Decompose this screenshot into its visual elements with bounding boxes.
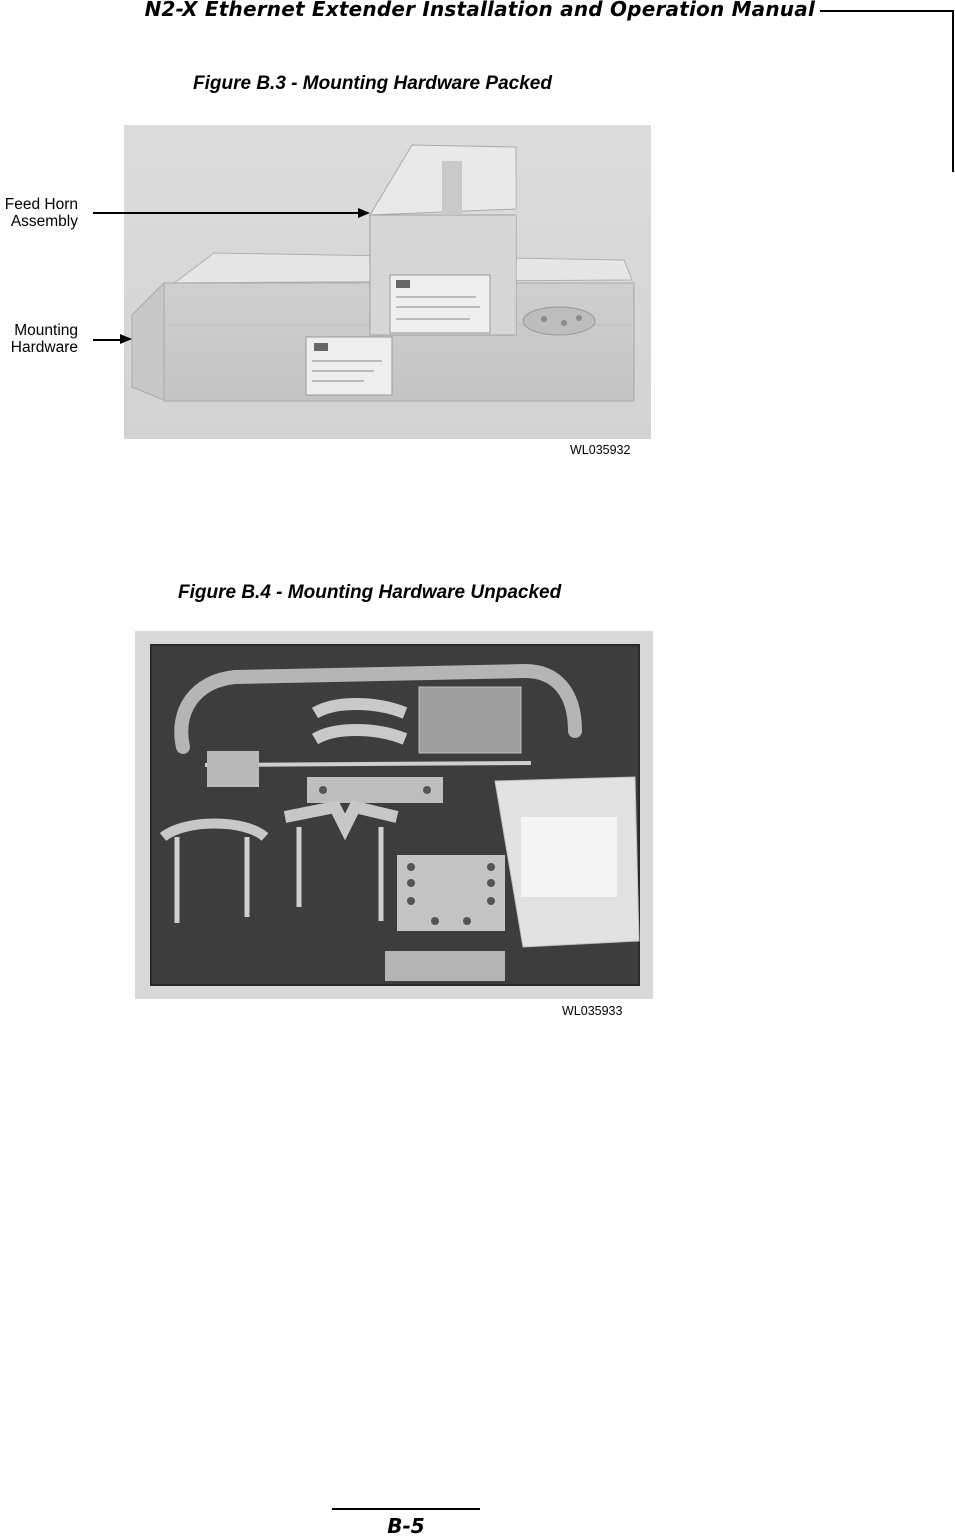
figure-b4-photo-code: WL035933 <box>562 1004 623 1018</box>
feed-horn-arrowhead <box>358 208 370 218</box>
callout-mounting-hardware-line-2: Hardware <box>10 339 78 356</box>
page-number: B-5 <box>387 1514 425 1538</box>
figure-b4-caption: Figure B.4 - Mounting Hardware Unpacked <box>178 582 562 603</box>
callout-feed-horn-line-1: Feed Horn <box>4 196 78 213</box>
callout-arrows <box>0 0 955 460</box>
figure-b3-photo-code: WL035932 <box>570 443 631 457</box>
mounting-hardware-arrowhead <box>120 334 132 344</box>
callout-mounting-hardware-line-1: Mounting <box>14 322 78 339</box>
footer-rule <box>332 1508 480 1510</box>
running-header-title: N2-X Ethernet Extender Installation and Operation Manual <box>144 0 815 21</box>
callout-feed-horn-line-2: Assembly <box>10 213 78 230</box>
figure-b3-caption: Figure B.3 - Mounting Hardware Packed <box>193 73 552 94</box>
figure-b4-photo <box>135 631 653 999</box>
